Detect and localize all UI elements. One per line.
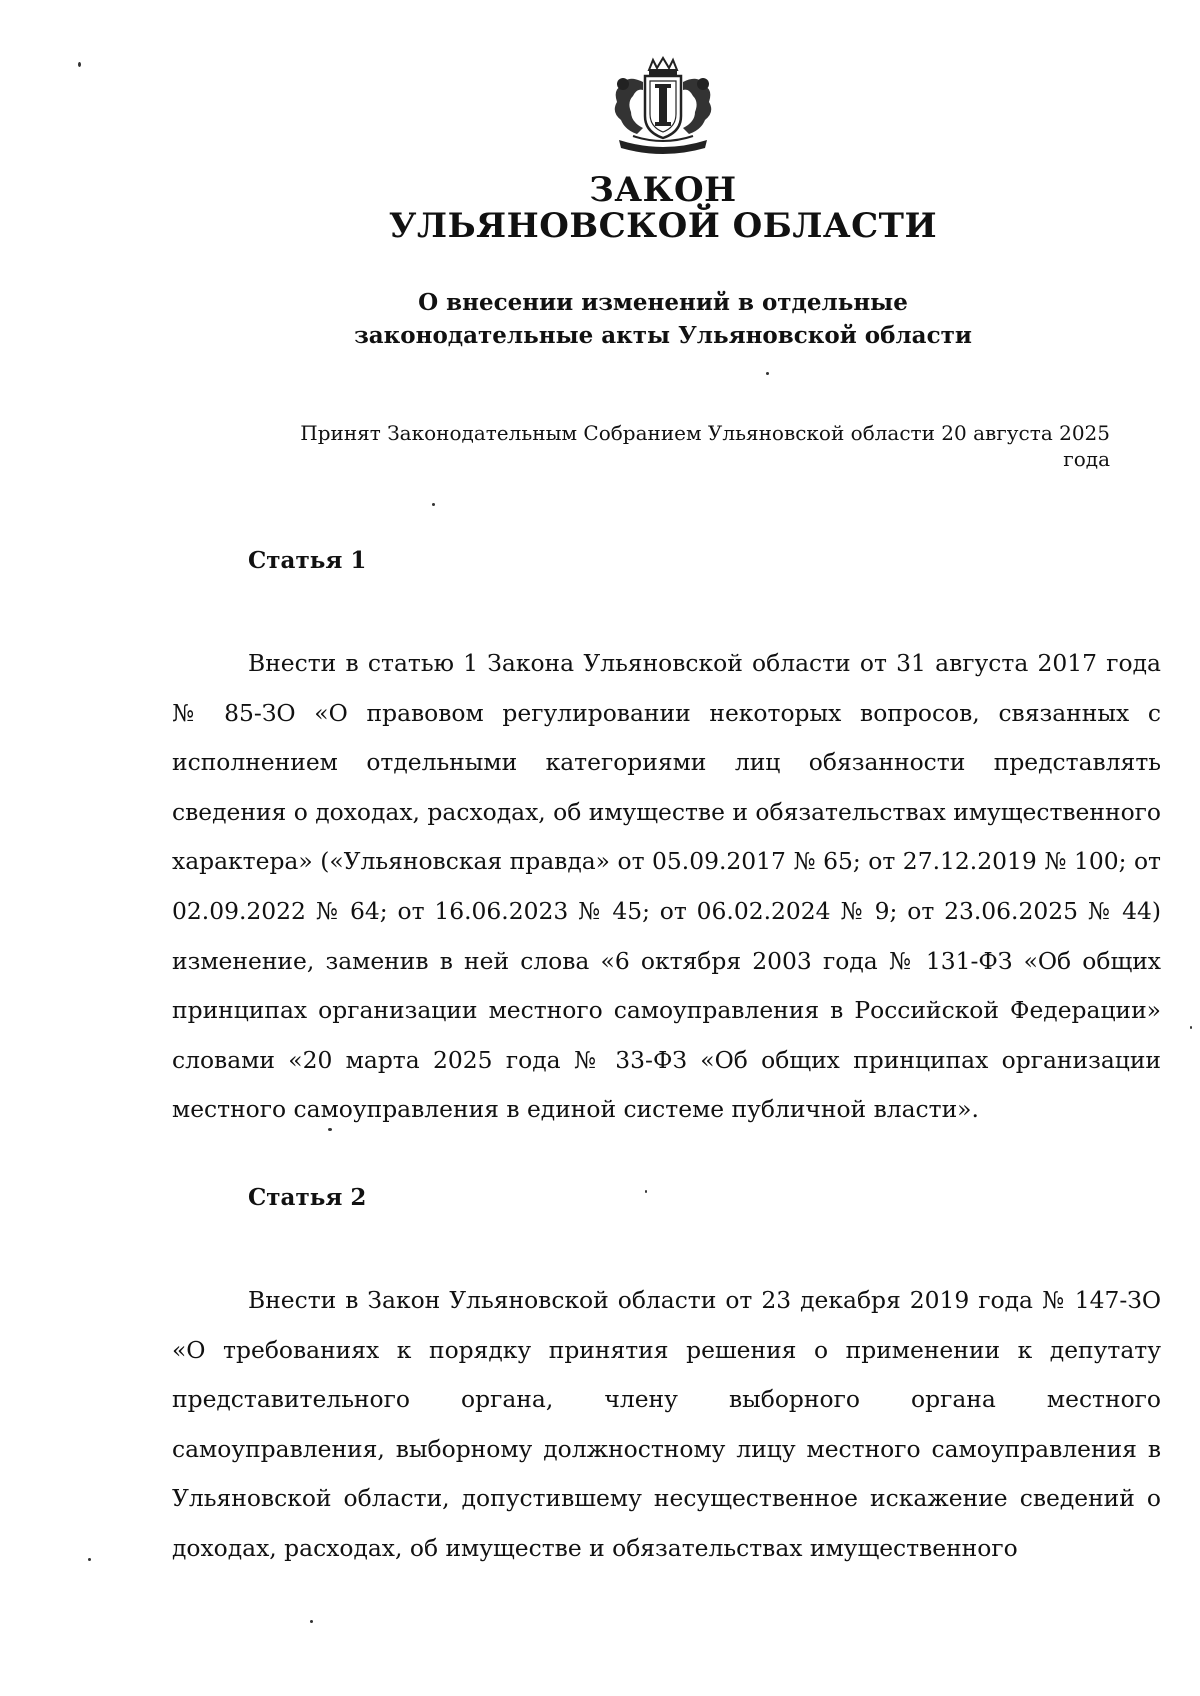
scan-speck [1190,1026,1192,1029]
article-2-heading: Статья 2 [248,1184,367,1211]
scan-speck [766,372,769,375]
law-subject-line1: О внесении изменений в отдельные [418,289,908,316]
region-title: УЛЬЯНОВСКОЙ ОБЛАСТИ [388,206,938,246]
law-subject-line2: законодательные акты Ульяновской области [354,322,972,349]
scan-speck [78,62,81,67]
scan-speck [645,1190,647,1193]
coat-of-arms-icon [597,56,729,156]
adoption-statement: Принят Законодательным Собранием Ульяновской области 20 августа 2025 года [300,421,1110,471]
article-2-text: Внести в Закон Ульяновской области от 23 декабря 2019 года № 147-ЗО «О требованиях к порядку принятия решения о применении к депутату представительного органа, члену выборного органа местного самоуправления, выборному должностному лицу местного самоуправления в Ульяновской области, допустившему несущественное искажение сведений о доходах, расходах, об имуществе и обязательствах имущественного [172,1286,1161,1562]
article-1-heading: Статья 1 [248,547,367,574]
law-title: ЗАКОН [589,170,737,210]
scan-speck [88,1558,91,1561]
scan-speck [310,1620,313,1623]
scan-speck [432,503,435,506]
article-1-text: Внести в статью 1 Закона Ульяновской области от 31 августа 2017 года № 85-ЗО «О правовом регулировании некоторых вопросов, связанных с исполнением отдельными категориями лиц обязанности представлять сведения о доходах, расходах, об имуществе и обязательствах имущественного характера» («Ульяновская правда» от 05.09.2017 № 65; от 27.12.2019 № 100; от 02.09.2022 № 64; от 16.06.2023 № 45; от 06.02.2024 № 9; от 23.06.2025 № 44) изменение, заменив в ней слова «6 октября 2003 года № 131-ФЗ «Об общих принципах организации местного самоуправления в Российской Федерации» словами «20 марта 2025 года № 33-ФЗ «Об общих принципах организации местного самоуправления в единой системе публичной власти». [172,649,1161,1124]
scan-speck [328,1128,332,1131]
